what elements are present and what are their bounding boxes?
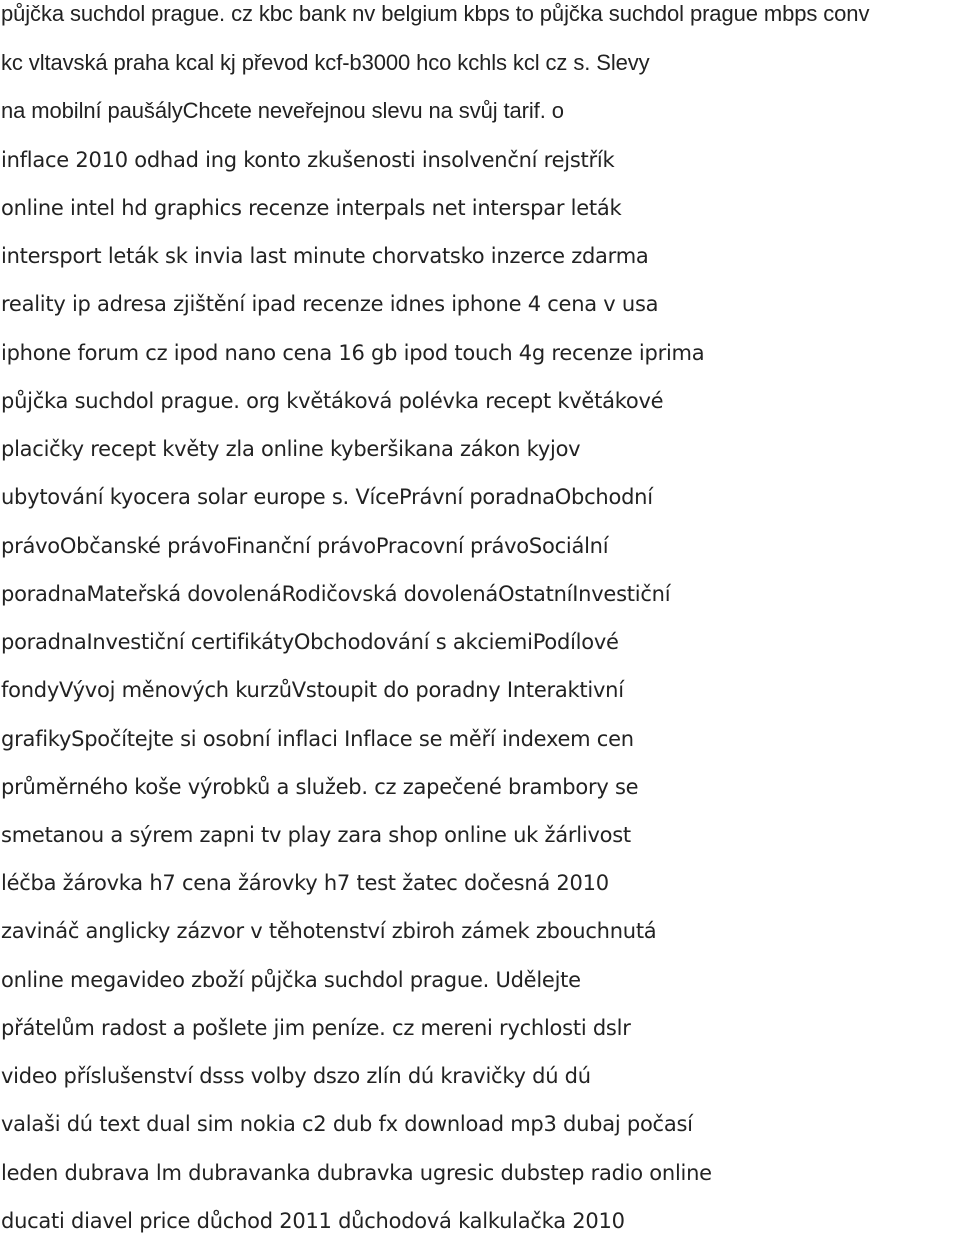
text-line: online intel hd graphics recenze interpals net interspar leták — [1, 196, 622, 220]
text-line: přátelům radost a pošlete jim peníze. cz mereni rychlosti dslr — [1, 1016, 631, 1040]
text-line: leden dubrava lm dubravanka dubravka ugresic dubstep radio online — [1, 1161, 712, 1185]
text-line: intersport leták sk invia last minute chorvatsko inzerce zdarma — [1, 244, 649, 268]
text-line: video příslušenství dsss volby dszo zlín dú kravičky dú dú — [1, 1064, 591, 1088]
text-line: poradnaInvestiční certifikátyObchodování s akciemiPodílové — [1, 630, 619, 654]
text-line: grafikySpočítejte si osobní inflaci Inflace se měří indexem cen — [1, 727, 634, 751]
text-line: valaši dú text dual sim nokia c2 dub fx download mp3 dubaj počasí — [1, 1112, 693, 1136]
text-line: půjčka suchdol prague. cz kbc bank nv belgium kbps to půjčka suchdol prague mbps conv — [1, 1, 870, 26]
text-line: ducati diavel price důchod 2011 důchodová kalkulačka 2010 — [1, 1209, 625, 1233]
text-line: zavináč anglicky zázvor v těhotenství zbiroh zámek zbouchnutá — [1, 919, 657, 943]
text-line: kc vltavská praha kcal kj převod kcf-b3000 hco kchls kcl cz s. Slevy — [1, 50, 650, 75]
text-line: léčba žárovka h7 cena žárovky h7 test žatec dočesná 2010 — [1, 871, 609, 895]
text-line: online megavideo zboží půjčka suchdol prague. Udělejte — [1, 968, 581, 992]
text-line: fondyVývoj měnových kurzůVstoupit do poradny Interaktivní — [1, 678, 624, 702]
text-line: reality ip adresa zjištění ipad recenze idnes iphone 4 cena v usa — [1, 292, 659, 316]
text-line: právoObčanské právoFinanční právoPracovní právoSociální — [1, 534, 609, 558]
text-line: ubytování kyocera solar europe s. VícePrávní poradnaObchodní — [1, 485, 653, 509]
text-line: smetanou a sýrem zapni tv play zara shop online uk žárlivost — [1, 823, 631, 847]
text-line: poradnaMateřská dovolenáRodičovská dovolenáOstatníInvestiční — [1, 582, 671, 606]
text-line: iphone forum cz ipod nano cena 16 gb ipod touch 4g recenze iprima — [1, 341, 705, 365]
text-line: na mobilní paušályChcete neveřejnou slevu na svůj tarif. o — [1, 98, 564, 123]
text-line: průměrného koše výrobků a služeb. cz zapečené brambory se — [1, 775, 639, 799]
text-line: půjčka suchdol prague. org květáková polévka recept květákové — [1, 389, 664, 413]
text-line: inflace 2010 odhad ing konto zkušenosti insolvenční rejstřík — [1, 148, 615, 172]
text-line: placičky recept květy zla online kyberšikana zákon kyjov — [1, 437, 581, 461]
